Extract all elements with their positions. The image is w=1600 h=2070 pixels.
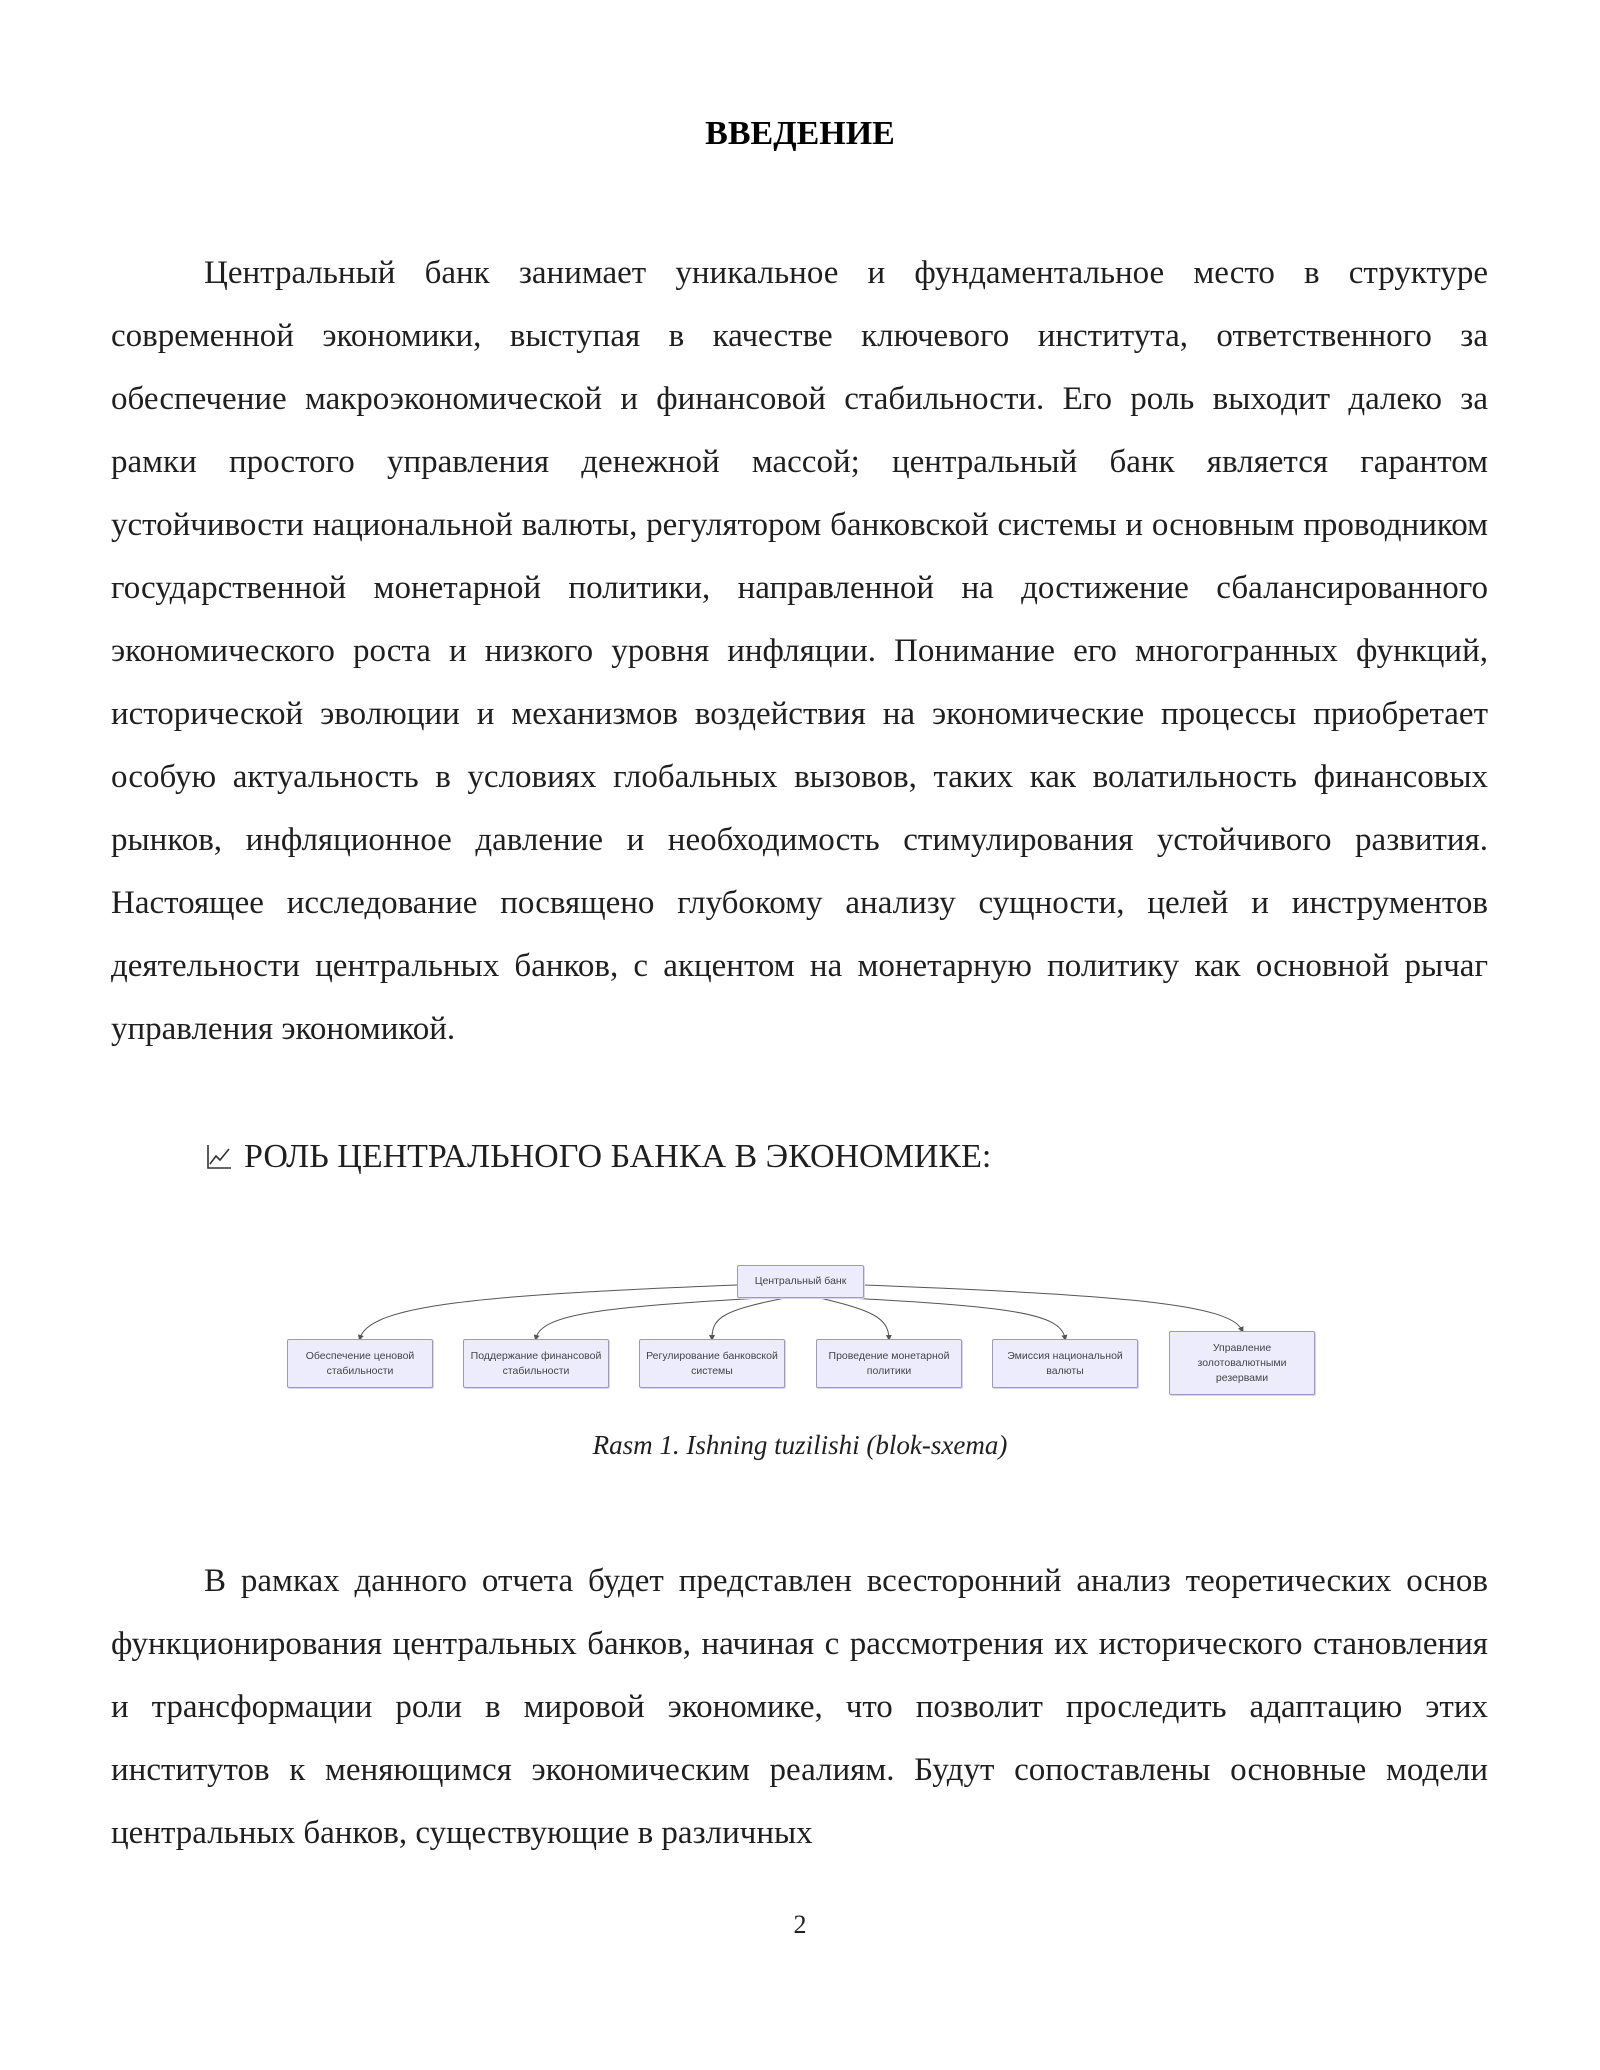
figure-caption: Rasm 1. Ishning tuzilishi (blok-sxema) (592, 1430, 1008, 1460)
diagram-root-node: Центральный банк (737, 1265, 864, 1298)
diagram-node-monetary-policy: Проведение монетарной политики (816, 1339, 962, 1388)
diagram-node-reserves-management: Управление золотовалютными резервами (1169, 1331, 1315, 1395)
chart-increasing-icon (204, 1142, 234, 1172)
intro-paragraph: Центральный банк занимает уникальное и фундаментальное место в структуре современной экономики, выступая в качестве ключевого института, ответственного за обеспечение макроэкономической и финансовой стабильности. Его роль выходит далеко за рамки простого управления денежной массой; центральный банк является гарантом устойчивости национальной валюты, регулятором банковской системы и основным проводником государственной монетарной политики, направленной на достижение сбалансированного экономического роста и низкого уровня инфляции. Понимание его многогранных функций, исторической эволюции и механизмов воздействия на экономические процессы приобретает особую актуальность в условиях глобальных вызовов, таких как волатильность финансовых рынков, инфляционное давление и необходимость стимулирования устойчивого развития. Настоящее исследование посвящено глубокому анализу сущности, целей и инструментов деятельности центральных банков, с акцентом на монетарную политику как основной рычаг управления экономикой. (111, 255, 1488, 1047)
edge-4 (820, 1298, 889, 1338)
edge-3 (712, 1298, 785, 1338)
diagram-node-banking-regulation: Регулирование банковской системы (639, 1339, 785, 1388)
edge-5 (850, 1298, 1065, 1338)
page-title: ВВЕДЕНИЕ (705, 115, 895, 152)
section-heading (204, 1125, 991, 1188)
edge-2 (536, 1298, 760, 1338)
page-number: 2 (793, 1910, 807, 1939)
diagram-node-price-stability: Обеспечение ценовой стабильности (287, 1339, 433, 1388)
body-paragraph: В рамках данного отчета будет представлен всесторонний анализ теоретических основ функционирования центральных банков, начиная с рассмотрения их исторического становления и трансформации роли в мировой экономике, что позволит проследить адаптацию этих институтов к меняющимся экономическим реалиям. Будут сопоставлены основные модели центральных банков, существующие в различных (111, 1563, 1488, 1851)
diagram-node-currency-emission: Эмиссия национальной валюты (992, 1339, 1138, 1388)
section-heading-text: РОЛЬ ЦЕНТРАЛЬНОГО БАНКА В ЭКОНОМИКЕ: (244, 1138, 992, 1175)
edge-1 (360, 1285, 737, 1338)
block-diagram (280, 1255, 1320, 1400)
diagram-node-financial-stability: Поддержание финансовой стабильности (463, 1339, 609, 1388)
